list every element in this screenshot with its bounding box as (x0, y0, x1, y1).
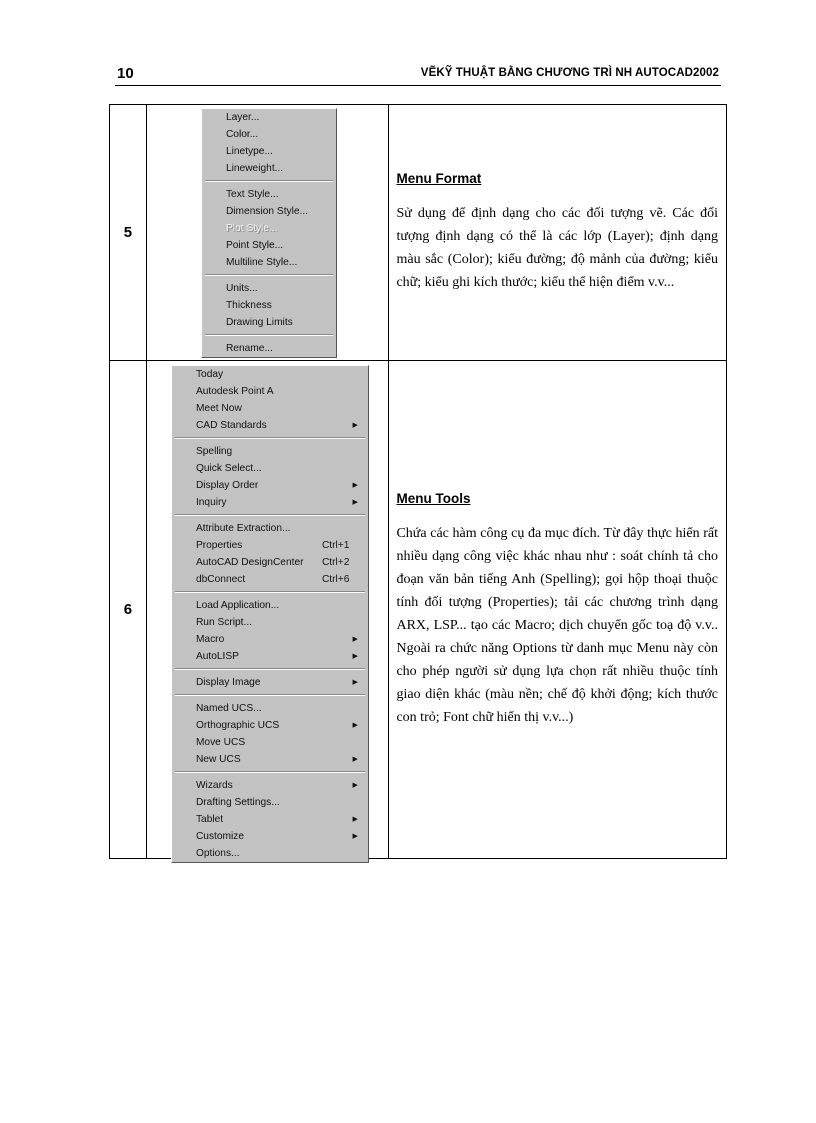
menu-item-tablet (172, 811, 368, 828)
menu-item-label: Multiline Style... (225, 257, 298, 268)
submenu-arrow-icon: ▶ (352, 679, 358, 686)
menu-item-label: Point Style... (225, 240, 284, 251)
menu-item-options (172, 845, 368, 862)
menu-item-label: Move UCS (195, 737, 246, 748)
menu-separator (175, 591, 365, 593)
menu-item-point-style (202, 237, 336, 254)
format-menu (201, 108, 337, 358)
table-row (110, 105, 727, 361)
menu-item-color (202, 126, 336, 143)
section-text: Chứa các hàm công cụ đa mục đích. Từ đây thực hiển rất nhiều dạng công việc khác nhau như : soát chính tả cho đoạn văn bản tiếng Anh (Spelling); gọi hộp thoại thuộc tính đối tượng (Properties); tải các chương trình dạng ARX, LSP... tạo các Macro; dịch chuyển gốc toạ độ v.v.. Ngoài ra chức năng Options từ danh mục Menu này còn cho phép người sử dụng lựa chọn rất nhiều thuộc tính giao diện khác (màu nền; chế độ khởi động; kích thước con trỏ; Font chữ hiển thị v.v...) (396, 525, 718, 725)
menu-item-label: Drawing Limits (225, 317, 293, 328)
menu-item-label: Spelling (195, 446, 233, 457)
menu-item-label: Units... (225, 283, 258, 294)
row-number: 6 (110, 361, 147, 859)
submenu-arrow-icon: ▶ (352, 653, 358, 660)
menu-item-customize (172, 828, 368, 845)
submenu-arrow-icon: ▶ (352, 833, 358, 840)
menu-item-label: Drafting Settings... (195, 797, 280, 808)
menu-item-shortcut: Ctrl+1 (321, 540, 350, 551)
page-number: 10 (117, 65, 134, 82)
menu-item-label: Text Style... (225, 189, 279, 200)
menu-item-quick-select (172, 460, 368, 477)
submenu-arrow-icon: ▶ (352, 482, 358, 489)
submenu-arrow-icon: ▶ (352, 422, 358, 429)
menu-item-cad-standards (172, 417, 368, 434)
menu-item-dimension-style (202, 203, 336, 220)
description-cell (389, 361, 727, 859)
menu-item-label: Properties (195, 540, 243, 551)
submenu-arrow-icon: ▶ (352, 756, 358, 763)
menu-item-drawing-limits (202, 314, 336, 331)
menu-item-dbconnect (172, 571, 368, 588)
menu-item-label: Layer... (225, 112, 260, 123)
menu-screenshot-cell (146, 105, 389, 361)
menu-item-drafting-settings (172, 794, 368, 811)
submenu-arrow-icon: ▶ (352, 722, 358, 729)
menu-item-label: Dimension Style... (225, 206, 309, 217)
menu-separator (205, 334, 333, 336)
menu-item-attribute-extraction (172, 520, 368, 537)
menu-item-spelling (172, 443, 368, 460)
menu-item-load-application (172, 597, 368, 614)
menu-item-meet-now (172, 400, 368, 417)
menu-item-display-order (172, 477, 368, 494)
menu-item-inquiry (172, 494, 368, 511)
menu-item-label: Quick Select... (195, 463, 262, 474)
menu-separator (175, 694, 365, 696)
menu-item-label: Display Order (195, 480, 259, 491)
menu-item-label: Named UCS... (195, 703, 262, 714)
menu-screenshot-cell (146, 361, 389, 859)
menu-item-run-script (172, 614, 368, 631)
menu-item-label: dbConnect (195, 574, 246, 585)
menu-item-shortcut: Ctrl+6 (321, 574, 350, 585)
menu-item-label: Plot Style... (225, 223, 278, 234)
menu-item-label: Color... (225, 129, 259, 140)
menu-item-properties (172, 537, 368, 554)
menu-item-label: Linetype... (225, 146, 273, 157)
menu-item-label: Rename... (225, 343, 273, 354)
section-heading: Menu Tools (396, 490, 471, 506)
menu-item-label: Autodesk Point A (195, 386, 274, 397)
menu-separator (175, 437, 365, 439)
menu-item-lineweight (202, 160, 336, 177)
menu-item-label: Meet Now (195, 403, 242, 414)
section-text: Sử dụng để định dạng cho các đối tượng vẽ. Các đối tượng định dạng có thể là các lớp (Layer); định dạng màu sắc (Color); kiểu đường; độ mảnh của đường; kiểu chữ; kiểu ghi kích thước; kiểu thể hiện điểm v.v... (396, 206, 718, 290)
menu-item-label: Attribute Extraction... (195, 523, 291, 534)
menu-item-label: Options... (195, 848, 240, 859)
menu-item-linetype (202, 143, 336, 160)
menu-item-autodesk-point-a (172, 383, 368, 400)
submenu-arrow-icon: ▶ (352, 636, 358, 643)
menu-item-label: Lineweight... (225, 163, 284, 174)
menu-item-today (172, 366, 368, 383)
menu-item-autolisp (172, 648, 368, 665)
menu-item-label: CAD Standards (195, 420, 267, 431)
description-cell (389, 105, 727, 361)
menu-separator (205, 180, 333, 182)
menu-item-wizards (172, 777, 368, 794)
page-header (115, 64, 721, 86)
menu-item-label: Load Application... (195, 600, 280, 611)
menu-item-new-ucs (172, 751, 368, 768)
menu-separator (175, 668, 365, 670)
row-number: 5 (110, 105, 147, 361)
menu-item-label: Run Script... (195, 617, 252, 628)
menu-item-display-image (172, 674, 368, 691)
menu-item-label: Wizards (195, 780, 233, 791)
submenu-arrow-icon: ▶ (352, 782, 358, 789)
menu-item-label: Today (195, 369, 224, 380)
menu-item-named-ucs (172, 700, 368, 717)
menu-item-autocad-designcenter (172, 554, 368, 571)
section-heading: Menu Format (396, 171, 482, 186)
menu-item-label: Macro (195, 634, 225, 645)
menu-item-layer (202, 109, 336, 126)
submenu-arrow-icon: ▶ (352, 499, 358, 506)
table-row (110, 361, 727, 859)
menu-item-label: Orthographic UCS (195, 720, 280, 731)
menu-separator (175, 514, 365, 516)
menu-item-text-style (202, 186, 336, 203)
tools-menu (171, 365, 369, 863)
menu-item-orthographic-ucs (172, 717, 368, 734)
submenu-arrow-icon: ▶ (352, 816, 358, 823)
menu-item-thickness (202, 297, 336, 314)
menu-separator (175, 771, 365, 773)
menu-item-label: AutoCAD DesignCenter (195, 557, 304, 568)
menu-item-move-ucs (172, 734, 368, 751)
menu-item-label: Display Image (195, 677, 261, 688)
menu-table (109, 104, 727, 859)
menu-item-label: Tablet (195, 814, 224, 825)
menu-item-label: Customize (195, 831, 245, 842)
menu-separator (205, 274, 333, 276)
menu-item-label: Thickness (225, 300, 272, 311)
menu-item-shortcut: Ctrl+2 (321, 557, 350, 568)
running-title: VẼKỸ THUẬT BẰNG CHƯƠNG TRÌ NH AUTOCAD2002 (420, 67, 719, 79)
menu-item-label: AutoLISP (195, 651, 239, 662)
menu-item-plot-style (202, 220, 336, 237)
menu-item-label: New UCS (195, 754, 241, 765)
menu-item-multiline-style (202, 254, 336, 271)
menu-item-label: Inquiry (195, 497, 227, 508)
menu-item-macro (172, 631, 368, 648)
menu-item-units (202, 280, 336, 297)
menu-item-rename (202, 340, 336, 357)
